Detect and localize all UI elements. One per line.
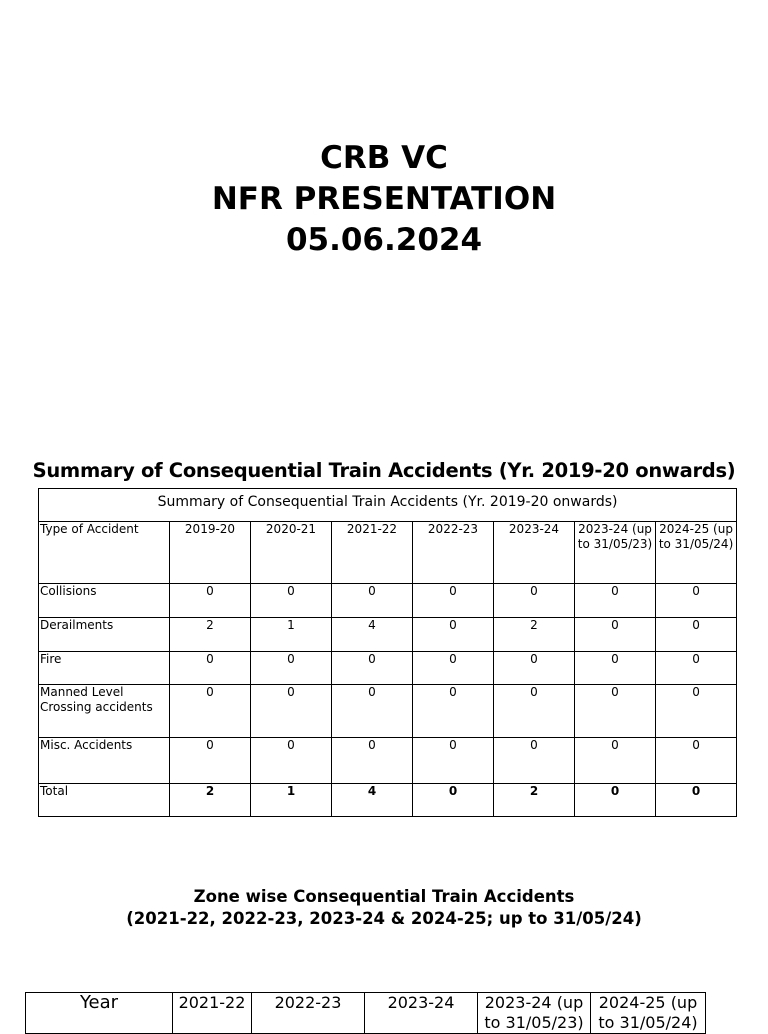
table-cell: 0 (656, 685, 737, 738)
table-cell: 0 (575, 738, 656, 784)
table-cell: 2 (494, 784, 575, 817)
row-label: Manned Level Crossing accidents (39, 685, 170, 738)
table-cell: 0 (656, 784, 737, 817)
table-cell: 0 (413, 784, 494, 817)
row-label: Derailments (39, 618, 170, 652)
column-header: 2020-21 (251, 522, 332, 584)
table-cell: 2 (170, 618, 251, 652)
table-cell: 2 (494, 618, 575, 652)
table-cell: 1 (251, 618, 332, 652)
table-cell: 0 (332, 652, 413, 685)
column-header: 2024-25 (up to 31/05/24) (591, 993, 706, 1034)
table-cell: 0 (494, 685, 575, 738)
table-row (39, 738, 737, 784)
column-header: 2023-24 (365, 993, 478, 1034)
table-cell: 0 (656, 618, 737, 652)
column-header: 2023-24 (up to 31/05/23) (575, 522, 656, 584)
table-cell: 0 (575, 584, 656, 618)
summary-caption: Summary of Consequential Train Accidents (Yr. 2019-20 onwards) (39, 489, 737, 522)
table-cell: 0 (170, 652, 251, 685)
table-cell: 0 (575, 652, 656, 685)
summary-caption-row (39, 489, 737, 522)
table-cell: 0 (413, 738, 494, 784)
table-cell: 0 (656, 738, 737, 784)
table-cell: 0 (332, 738, 413, 784)
zone-table (25, 992, 706, 1034)
summary-table (38, 488, 737, 817)
summary-heading: Summary of Consequential Train Accidents (Yr. 2019-20 onwards) (32, 459, 736, 482)
table-cell: 0 (332, 584, 413, 618)
title-line-1: CRB VC (320, 140, 448, 176)
table-cell: 0 (494, 584, 575, 618)
table-row (39, 685, 737, 738)
title-line-2: NFR PRESENTATION (211, 181, 557, 217)
table-cell: 0 (413, 652, 494, 685)
table-cell: 0 (656, 652, 737, 685)
table-cell: 0 (575, 618, 656, 652)
table-cell: 4 (332, 618, 413, 652)
column-header: 2023-24 (494, 522, 575, 584)
table-cell: 0 (413, 618, 494, 652)
table-row (39, 584, 737, 618)
column-header: Year (26, 993, 173, 1034)
table-cell: 0 (494, 652, 575, 685)
table-cell: 0 (251, 652, 332, 685)
table-cell: 0 (413, 685, 494, 738)
row-label: Collisions (39, 584, 170, 618)
column-header: 2021-22 (173, 993, 252, 1034)
column-header: Type of Accident (39, 522, 170, 584)
table-cell: 0 (575, 784, 656, 817)
table-cell: 0 (575, 685, 656, 738)
column-header: 2023-24 (up to 31/05/23) (478, 993, 591, 1034)
table-cell: 0 (170, 685, 251, 738)
table-cell: 0 (170, 584, 251, 618)
column-header: 2019-20 (170, 522, 251, 584)
column-header: 2022-23 (252, 993, 365, 1034)
table-row (39, 652, 737, 685)
table-cell: 0 (251, 584, 332, 618)
row-label: Misc. Accidents (39, 738, 170, 784)
table-row (39, 618, 737, 652)
presentation-title (0, 138, 768, 261)
column-header: 2021-22 (332, 522, 413, 584)
table-cell: 4 (332, 784, 413, 817)
column-header: 2024-25 (up to 31/05/24) (656, 522, 737, 584)
table-cell: 0 (332, 685, 413, 738)
zone-heading (0, 886, 768, 930)
table-cell: 2 (170, 784, 251, 817)
row-label: Fire (39, 652, 170, 685)
title-date: 05.06.2024 (285, 222, 483, 258)
zone-header-row (26, 993, 706, 1034)
table-cell: 0 (251, 738, 332, 784)
table-cell: 0 (170, 738, 251, 784)
column-header: 2022-23 (413, 522, 494, 584)
zone-heading-line-1: Zone wise Consequential Train Accidents (193, 887, 575, 906)
summary-header-row (39, 522, 737, 584)
table-cell: 0 (251, 685, 332, 738)
table-cell: 0 (656, 584, 737, 618)
table-cell: 0 (413, 584, 494, 618)
zone-heading-line-2: (2021-22, 2022-23, 2023-24 & 2024-25; up to 31/05/24) (126, 909, 642, 928)
table-cell: 1 (251, 784, 332, 817)
total-row (39, 784, 737, 817)
row-label: Total (39, 784, 170, 817)
table-cell: 0 (494, 738, 575, 784)
